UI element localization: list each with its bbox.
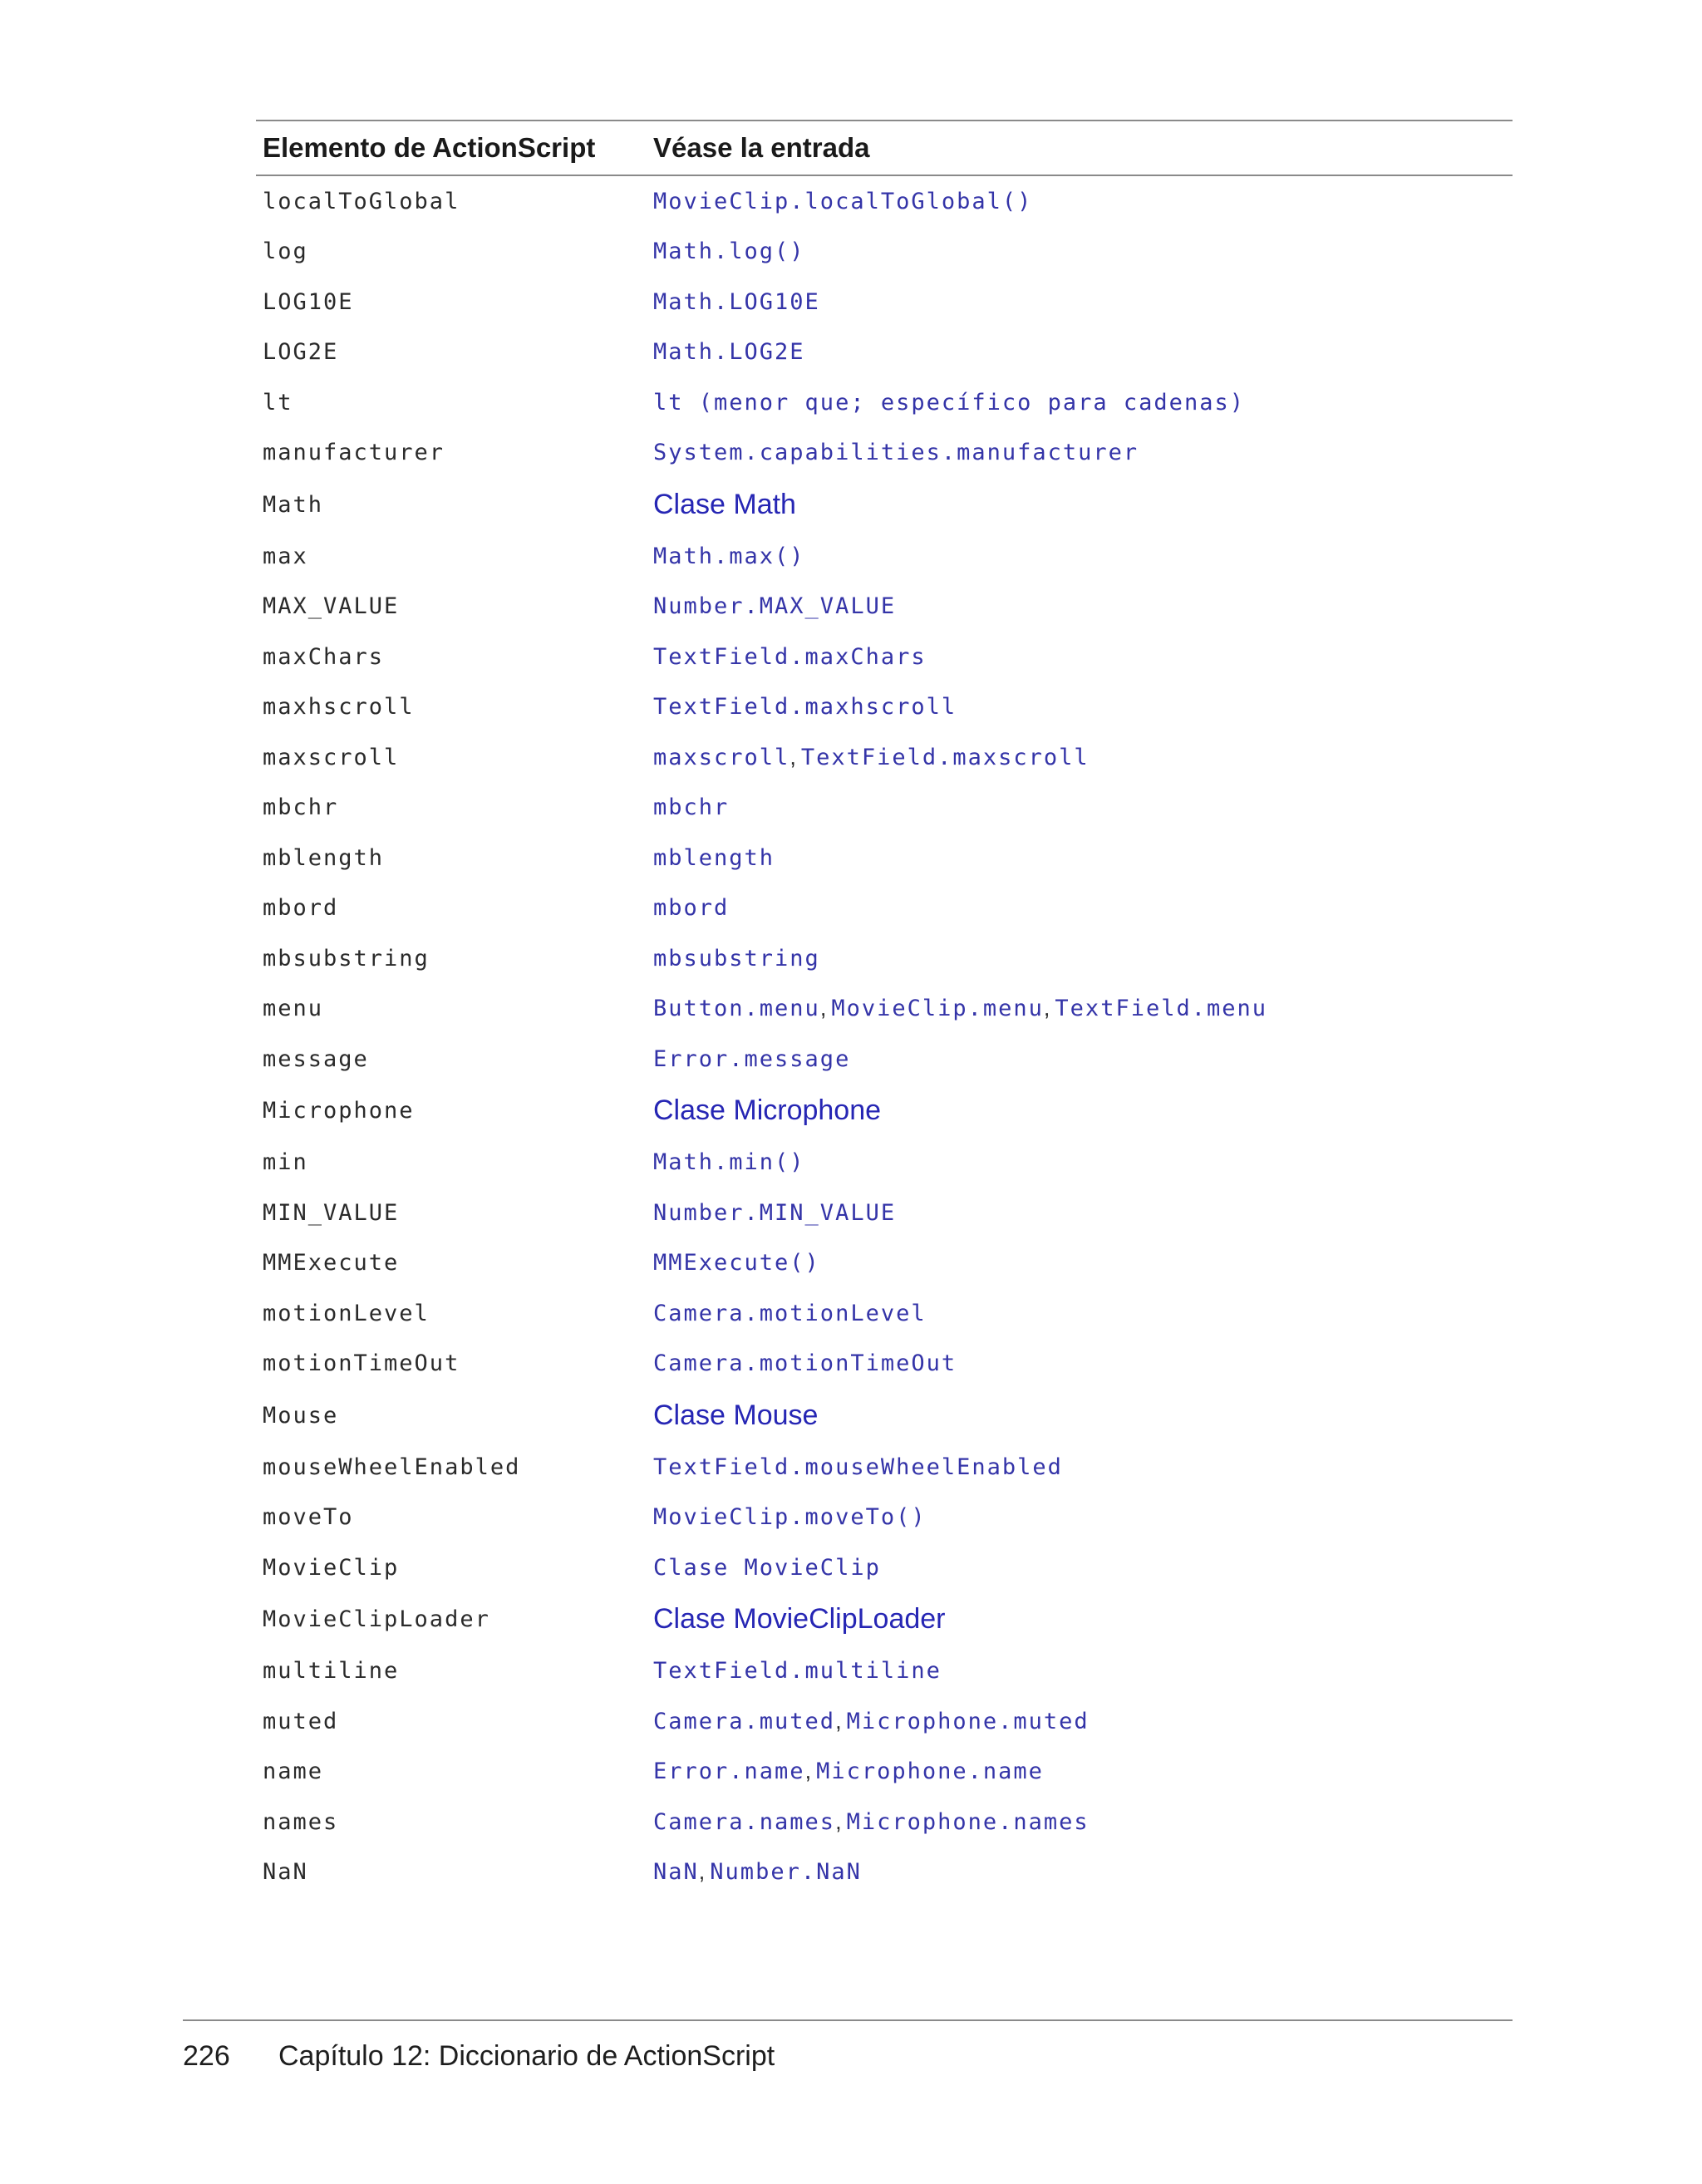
entry-cell [653, 1301, 1513, 1326]
entry-link[interactable]: Number.NaN [710, 1859, 862, 1886]
table-row [256, 377, 1513, 428]
entry-link[interactable]: NaN [653, 1859, 699, 1886]
entry-link[interactable]: Error.name [653, 1759, 805, 1785]
table-row [256, 783, 1513, 834]
entry-separator: , [835, 1808, 842, 1834]
entry-link[interactable]: TextField.menu [1055, 996, 1267, 1022]
entry-link[interactable]: TextField.multiline [653, 1658, 942, 1685]
entry-separator: , [819, 996, 827, 1021]
entry-cell [653, 996, 1513, 1021]
element-name: maxscroll [263, 744, 400, 770]
entry-cell [653, 1149, 1513, 1175]
entry-cell [653, 390, 1513, 416]
entry-cell [653, 694, 1513, 720]
entry-link[interactable]: mbord [653, 895, 730, 922]
entry-cell [653, 1250, 1513, 1276]
entry-link[interactable]: Camera.motionTimeOut [653, 1350, 957, 1377]
entry-cell [653, 1046, 1513, 1072]
entry-link[interactable]: lt (menor que; específico para cadenas) [653, 389, 1245, 416]
entry-cell [653, 1454, 1513, 1480]
entry-cell [653, 1350, 1513, 1376]
entry-link[interactable]: MovieClip.moveTo() [653, 1504, 927, 1531]
element-name: manufacturer [263, 440, 445, 466]
element-name: mbchr [263, 794, 339, 821]
entry-link[interactable]: Math.max() [653, 543, 805, 569]
element-name: muted [263, 1708, 339, 1734]
entry-cell [653, 339, 1513, 365]
entry-cell [653, 845, 1513, 871]
entry-link[interactable]: TextField.maxChars [653, 643, 927, 670]
element-name: Microphone [263, 1098, 415, 1124]
entry-link[interactable]: Camera.names [653, 1808, 836, 1835]
entry-link[interactable]: MovieClip.menu [831, 996, 1044, 1022]
entry-cell [653, 1200, 1513, 1226]
table-row [256, 1542, 1513, 1593]
entry-link[interactable]: Math.LOG2E [653, 339, 805, 366]
element-name: message [263, 1045, 369, 1072]
entry-separator: , [1043, 996, 1050, 1021]
entry-cell [653, 1399, 1513, 1432]
table-row [256, 478, 1513, 531]
entry-cell [653, 1094, 1513, 1127]
entry-cell [653, 794, 1513, 820]
entry-link[interactable]: Math.log() [653, 239, 805, 265]
element-name: mbord [263, 895, 339, 922]
element-name: NaN [263, 1859, 308, 1886]
element-name: localToGlobal [263, 188, 460, 214]
entry-link[interactable]: Camera.motionLevel [653, 1300, 927, 1326]
element-name: name [263, 1759, 324, 1785]
entry-cell [653, 239, 1513, 264]
entry-link[interactable]: Error.message [653, 1045, 851, 1072]
entry-link[interactable]: Number.MAX_VALUE [653, 593, 897, 620]
element-name: Math [263, 491, 324, 518]
element-name: mblength [263, 844, 385, 871]
element-name: MAX_VALUE [263, 593, 400, 620]
element-name: maxChars [263, 643, 385, 670]
element-name: LOG10E [263, 288, 354, 315]
reference-table [256, 120, 1513, 1897]
table-row [256, 1593, 1513, 1646]
element-name: mouseWheelEnabled [263, 1454, 521, 1480]
table-row [256, 1797, 1513, 1847]
entry-link[interactable]: System.capabilities.manufacturer [653, 440, 1139, 466]
entry-cell [653, 544, 1513, 569]
entry-link[interactable]: TextField.mouseWheelEnabled [653, 1454, 1063, 1480]
element-name: MMExecute [263, 1250, 400, 1276]
table-row [256, 327, 1513, 378]
entry-link[interactable]: Clase MovieClipLoader [653, 1603, 946, 1635]
entry-link[interactable]: Microphone.name [816, 1759, 1044, 1785]
table-row [256, 1696, 1513, 1747]
entry-link[interactable]: TextField.maxhscroll [653, 694, 957, 721]
entry-cell [653, 1658, 1513, 1684]
entry-cell [653, 189, 1513, 214]
chapter-title: Capítulo 12: Diccionario de ActionScript [278, 2040, 775, 2072]
entry-separator: , [804, 1759, 812, 1784]
entry-link[interactable]: Clase Mouse [653, 1399, 819, 1431]
entry-cell [653, 1859, 1513, 1885]
table-row [256, 933, 1513, 984]
table-header [256, 121, 1513, 176]
table-row [256, 428, 1513, 479]
footer-rule [183, 2019, 1513, 2021]
page-number: 226 [183, 2040, 230, 2072]
table-row [256, 1389, 1513, 1442]
table-row [256, 984, 1513, 1035]
element-name: motionTimeOut [263, 1350, 460, 1377]
table-row [256, 1646, 1513, 1697]
table-row [256, 732, 1513, 783]
entry-link[interactable]: MovieClip.localToGlobal() [653, 188, 1033, 214]
table-row [256, 227, 1513, 278]
table-row [256, 176, 1513, 227]
entry-link[interactable]: Math.LOG10E [653, 288, 820, 315]
entry-separator: , [698, 1859, 706, 1885]
entry-separator: , [835, 1708, 842, 1734]
element-name: min [263, 1149, 308, 1176]
entry-cell [653, 440, 1513, 465]
entry-cell [653, 593, 1513, 619]
entry-link[interactable]: mbsubstring [653, 945, 820, 971]
table-row [256, 1138, 1513, 1188]
entry-cell [653, 1603, 1513, 1636]
element-name: multiline [263, 1658, 400, 1685]
entry-link[interactable]: Clase Math [653, 488, 796, 520]
element-name: moveTo [263, 1504, 354, 1531]
element-name: names [263, 1808, 339, 1835]
table-row [256, 1493, 1513, 1543]
entry-link[interactable]: Math.min() [653, 1149, 805, 1176]
header-element: Elemento de ActionScript [263, 132, 596, 163]
element-name: max [263, 543, 308, 569]
table-row [256, 1339, 1513, 1390]
element-name: Mouse [263, 1402, 339, 1429]
element-name: mbsubstring [263, 945, 430, 971]
element-name: MovieClipLoader [263, 1606, 490, 1632]
table-body [256, 176, 1513, 1897]
table-row [256, 582, 1513, 632]
entry-cell [653, 1809, 1513, 1835]
entry-link[interactable]: Microphone.names [846, 1808, 1090, 1835]
entry-link[interactable]: Camera.muted [653, 1708, 836, 1734]
table-row [256, 883, 1513, 934]
table-row [256, 1238, 1513, 1289]
table-row [256, 632, 1513, 682]
entry-cell [653, 1759, 1513, 1784]
entry-link[interactable]: Button.menu [653, 996, 820, 1022]
entry-link[interactable]: MMExecute() [653, 1250, 820, 1276]
element-name: LOG2E [263, 339, 339, 366]
entry-separator: , [790, 744, 796, 770]
entry-link[interactable]: Clase MovieClip [653, 1554, 881, 1581]
element-name: menu [263, 996, 324, 1022]
entry-cell [653, 1504, 1513, 1530]
table-row [256, 1747, 1513, 1798]
table-row [256, 1034, 1513, 1085]
entry-cell [653, 895, 1513, 921]
entry-link[interactable]: Number.MIN_VALUE [653, 1199, 897, 1226]
entry-link[interactable]: Microphone.muted [846, 1708, 1090, 1734]
element-name: MovieClip [263, 1554, 400, 1581]
entry-link[interactable]: mbchr [653, 794, 730, 821]
entry-cell [653, 1555, 1513, 1581]
entry-link[interactable]: TextField.maxscroll [800, 744, 1090, 770]
table-row [256, 277, 1513, 327]
entry-link[interactable]: maxscroll [653, 744, 790, 770]
element-name: MIN_VALUE [263, 1199, 400, 1226]
table-row [256, 1847, 1513, 1898]
entry-cell [653, 644, 1513, 670]
table-row [256, 1442, 1513, 1493]
element-name: maxhscroll [263, 694, 415, 721]
element-name: motionLevel [263, 1300, 430, 1326]
entry-cell [653, 946, 1513, 971]
table-row [256, 1188, 1513, 1238]
table-row [256, 1085, 1513, 1138]
element-name: lt [263, 389, 293, 416]
table-row [256, 833, 1513, 883]
entry-cell [653, 745, 1513, 770]
page-footer [183, 2040, 775, 2073]
header-entry: Véase la entrada [653, 132, 870, 163]
table-row [256, 1288, 1513, 1339]
table-row [256, 531, 1513, 582]
element-name: log [263, 239, 308, 265]
table-row [256, 682, 1513, 733]
entry-cell [653, 1709, 1513, 1734]
entry-link[interactable]: Clase Microphone [653, 1094, 882, 1126]
entry-cell [653, 489, 1513, 521]
entry-link[interactable]: mblength [653, 844, 775, 871]
entry-cell [653, 289, 1513, 315]
